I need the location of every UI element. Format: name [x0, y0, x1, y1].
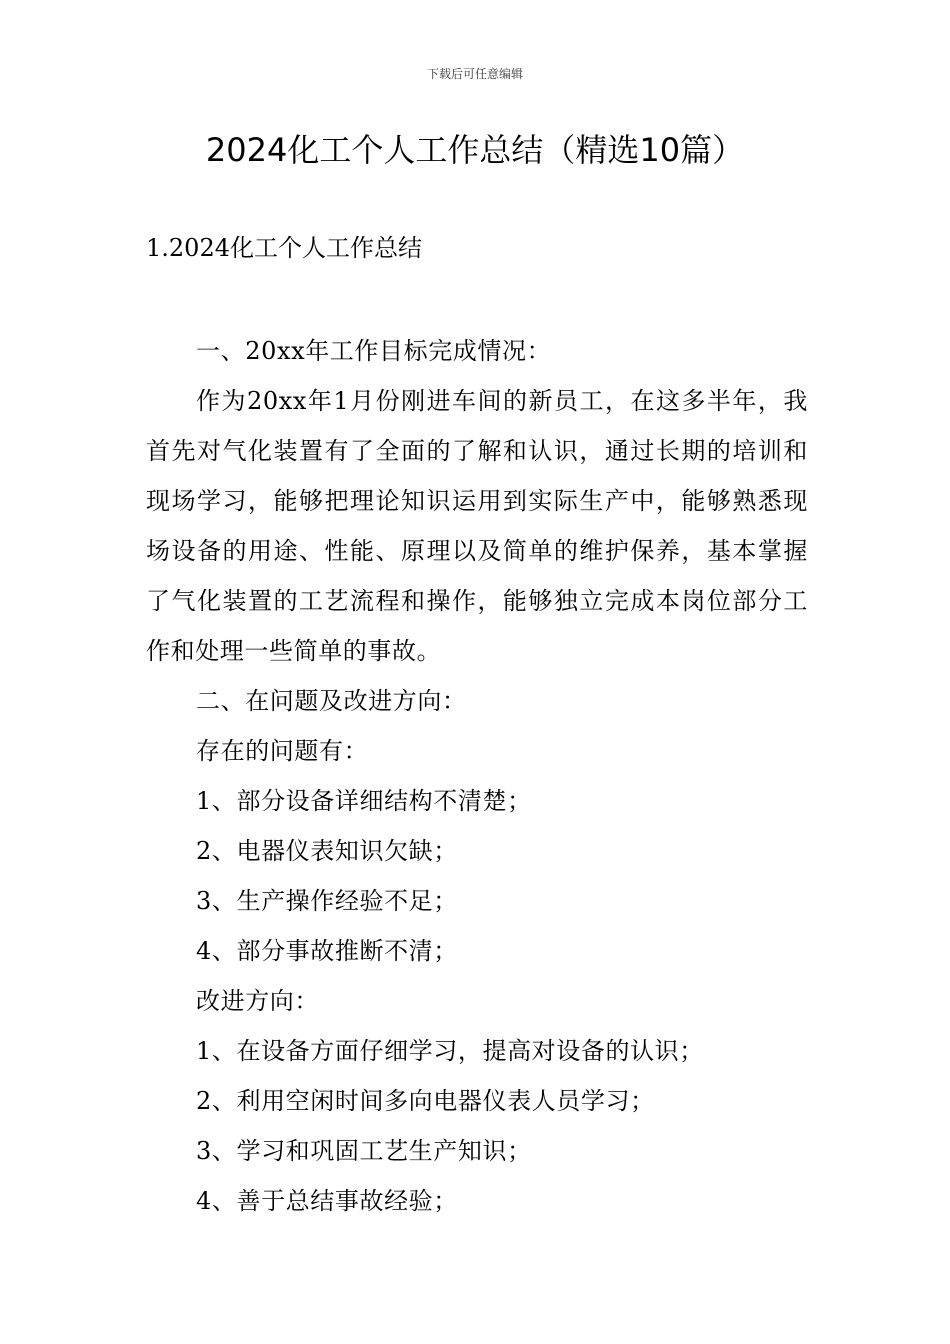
list-item-problem-4: 4、部分事故推断不清； — [196, 937, 458, 965]
document-title: 2024化工个人工作总结（精选10篇） — [205, 131, 745, 169]
paragraph-problems-heading: 二、在问题及改进方向： — [196, 687, 467, 715]
paragraph-problems-intro: 存在的问题有： — [196, 737, 369, 765]
paragraph-improvement-intro: 改进方向： — [196, 987, 319, 1015]
list-item-improvement-1: 1、在设备方面仔细学习，提高对设备的认识； — [196, 1037, 704, 1065]
document-body — [146, 326, 808, 1226]
header-note: 下载后可任意编辑 — [426, 67, 523, 81]
list-item-improvement-3: 3、学习和巩固工艺生产知识； — [196, 1137, 532, 1165]
list-item-problem-1: 1、部分设备详细结构不清楚； — [196, 787, 532, 815]
section-title: 1.2024化工个人工作总结 — [146, 234, 422, 262]
list-item-improvement-4: 4、善于总结事故经验； — [196, 1187, 458, 1215]
list-item-problem-2: 2、电器仪表知识欠缺； — [196, 837, 458, 865]
list-item-problem-3: 3、生产操作经验不足； — [196, 887, 458, 915]
paragraph-goals-body: 作为20xx年1月份刚进车间的新员工，在这多半年，我首先对气化装置有了全面的了解和认识，通过长期的培训和现场学习，能够把理论知识运用到实际生产中，能够熟悉现场设备的用途、性能、原理以及简单的维护保养，基本掌握了气化装置的工艺流程和操作，能够独立完成本岗位部分工作和处理一些简单的事故。 — [146, 387, 808, 665]
paragraph-goals-heading: 一、20xx年工作目标完成情况： — [196, 337, 552, 365]
list-item-improvement-2: 2、利用空闲时间多向电器仪表人员学习； — [196, 1087, 655, 1115]
